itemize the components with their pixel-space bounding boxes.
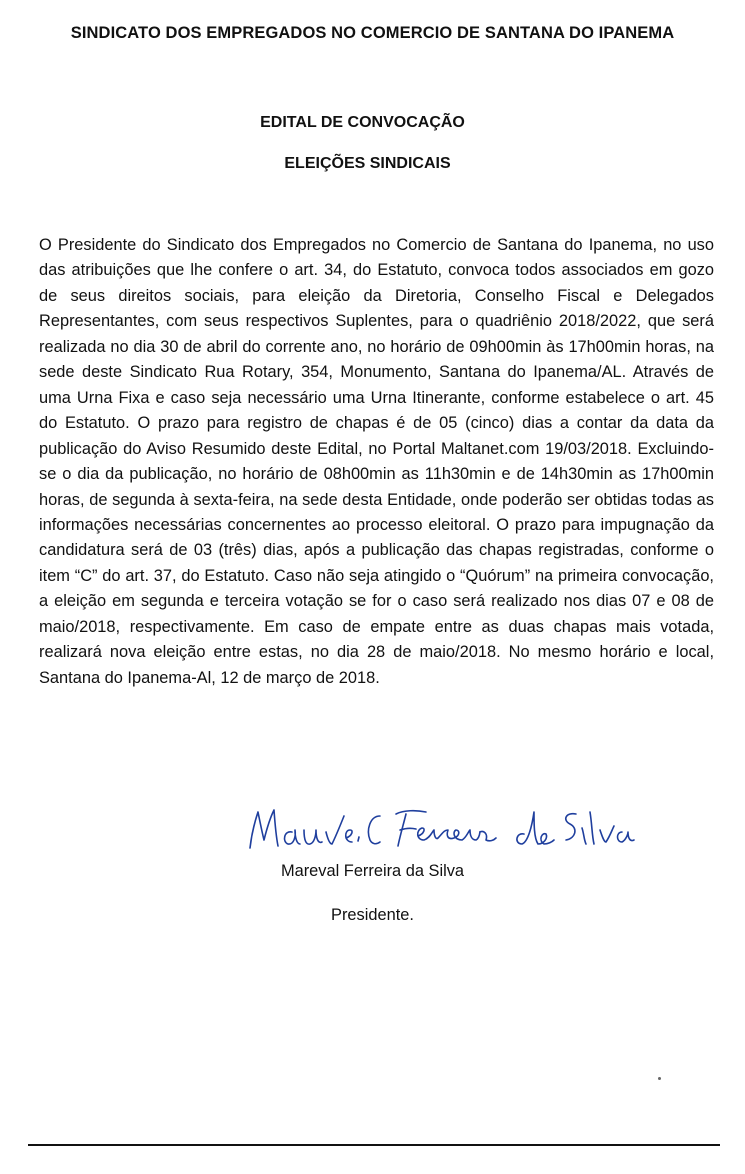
edital-body-paragraph: O Presidente do Sindicato dos Empregados no Comercio de Santana do Ipanema, no uso das atribuições que lhe confere o art. 34, do Estatuto, convoca todos associados em gozo de seus direitos sociais, para eleição da Diretoria, Conselho Fiscal e Delegados Representantes, com seus respectivos Suplentes, para o quadriênio 2018/2022, que será realizada no dia 30 de abril do corrente ano, no horário de 09h00min às 17h00min horas, na sede deste Sindicato Rua Rotary, 354, Monumento, Santana do Ipanema/AL. Através de uma Urna Fixa e caso seja necessário uma Urna Itinerante, conforme estabelece o art. 45 do Estatuto. O prazo para registro de chapas é de 05 (cinco) dias a contar da data da publicação do Aviso Resumido deste Edital, no Portal Maltanet.com 19/03/2018. Excluindo-se o dia da publicação, no horário de 08h00min as 11h30min e de 14h30min as 17h00min horas, de segunda à sexta-feira, na sede desta Entidade, onde poderão ser obtidas todas as informações necessárias concernentes ao processo eleitoral. O prazo para impugnação da candidatura será de 03 (três) dias, após a publicação das chapas registradas, conforme o item “C” do art. 37, do Estatuto. Caso não seja atingido o “Quórum” na primeira convocação, a eleição em segunda e terceira votação se for o caso será realizado nos dias 07 e 08 de maio/2018, respectivamente. Em caso de empate entre as duas chapas mais votada, realizará nova eleição entre estas, no dia 28 de maio/2018. No mesmo horário e local, Santana do Ipanema-Al, 12 de março de 2018. (39, 236, 714, 687)
edital-subtitle: ELEIÇÕES SINDICAIS (284, 155, 451, 172)
signer-name: Mareval Ferreira da Silva (280, 862, 465, 880)
bottom-divider (28, 1144, 720, 1146)
signer-role: Presidente. (331, 906, 414, 924)
scan-speck (658, 1077, 661, 1080)
handwritten-signature (240, 790, 640, 860)
organization-title: SINDICATO DOS EMPREGADOS NO COMERCIO DE SANTANA DO IPANEMA (70, 24, 675, 42)
edital-title: EDITAL DE CONVOCAÇÃO (260, 114, 465, 131)
